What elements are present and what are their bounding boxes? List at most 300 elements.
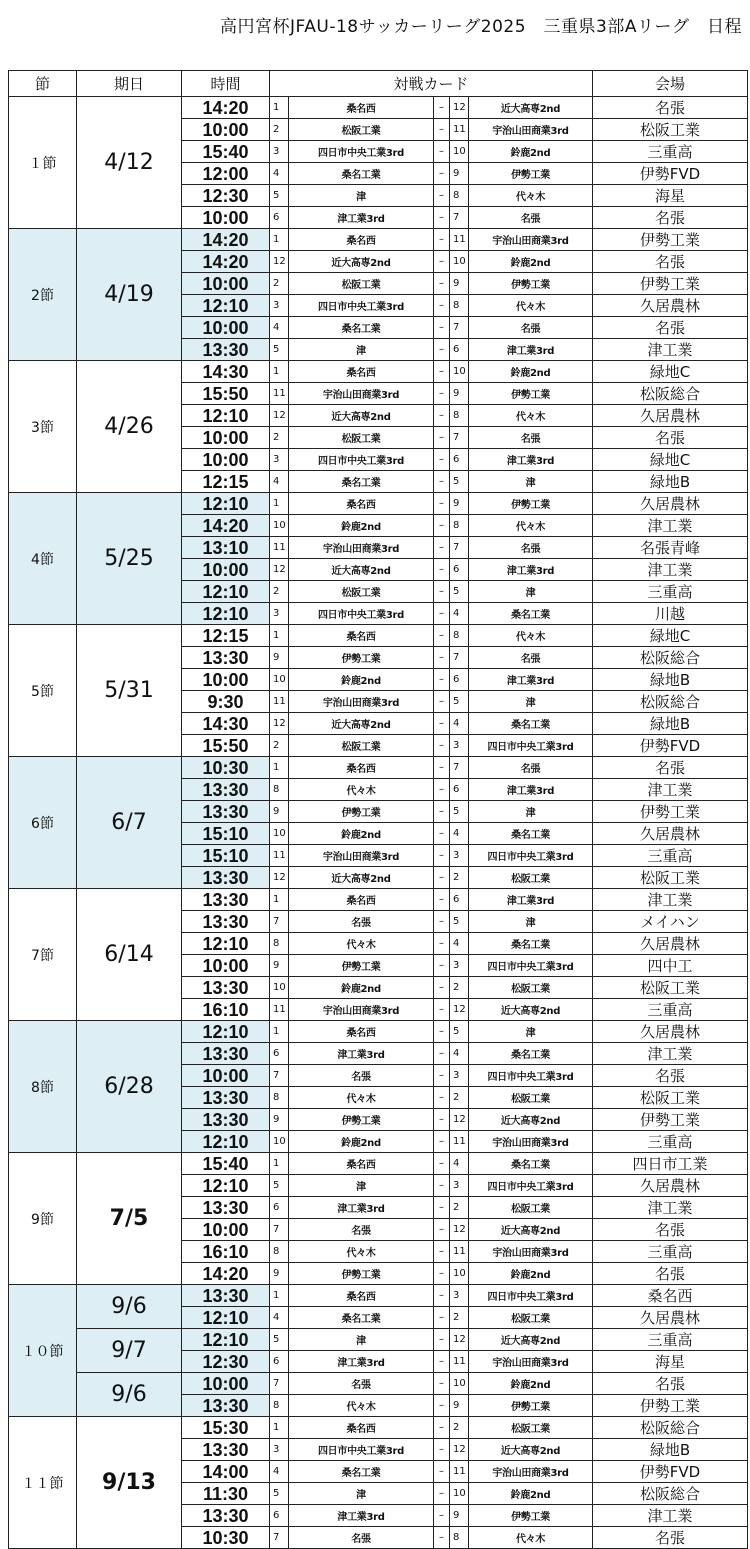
venue: 伊勢FVD xyxy=(593,735,748,757)
away-team-number: 6 xyxy=(450,889,469,911)
venue: 名張 xyxy=(593,1527,748,1549)
versus-dash: – xyxy=(434,229,450,251)
versus-dash: – xyxy=(434,955,450,977)
versus-dash: – xyxy=(434,449,450,471)
away-team-name: 代々木 xyxy=(469,625,593,647)
home-team-name: 松阪工業 xyxy=(289,581,434,603)
venue: 緑地B xyxy=(593,713,748,735)
away-team-number: 10 xyxy=(450,361,469,383)
away-team-name: 代々木 xyxy=(469,185,593,207)
venue: 名張 xyxy=(593,251,748,273)
away-team-number: 12 xyxy=(450,999,469,1021)
kickoff-time: 10:30 xyxy=(182,1527,270,1549)
kickoff-time: 15:50 xyxy=(182,383,270,405)
away-team-number: 8 xyxy=(450,405,469,427)
away-team-number: 6 xyxy=(450,779,469,801)
away-team-name: 松阪工業 xyxy=(469,1417,593,1439)
match-row xyxy=(9,1417,748,1439)
versus-dash: – xyxy=(434,1285,450,1307)
match-row xyxy=(9,97,748,119)
home-team-name: 桑名工業 xyxy=(289,1461,434,1483)
round-group xyxy=(9,1285,748,1417)
round-group xyxy=(9,757,748,889)
versus-dash: – xyxy=(434,185,450,207)
home-team-name: 宇治山田商業3rd xyxy=(289,537,434,559)
away-team-number: 11 xyxy=(450,1461,469,1483)
away-team-number: 4 xyxy=(450,603,469,625)
kickoff-time: 15:10 xyxy=(182,845,270,867)
round-group xyxy=(9,97,748,229)
away-team-name: 宇治山田商業3rd xyxy=(469,1131,593,1153)
away-team-name: 松阪工業 xyxy=(469,1307,593,1329)
home-team-name: 津工業3rd xyxy=(289,207,434,229)
venue: 松阪総合 xyxy=(593,1417,748,1439)
venue: 松阪総合 xyxy=(593,1483,748,1505)
home-team-name: 桑名西 xyxy=(289,97,434,119)
versus-dash: – xyxy=(434,383,450,405)
home-team-number: 11 xyxy=(270,845,289,867)
away-team-number: 5 xyxy=(450,801,469,823)
round-label: 5節 xyxy=(9,625,77,757)
versus-dash: – xyxy=(434,1021,450,1043)
home-team-name: 伊勢工業 xyxy=(289,1263,434,1285)
venue: 津工業 xyxy=(593,889,748,911)
home-team-name: 桑名西 xyxy=(289,1417,434,1439)
away-team-name: 松阪工業 xyxy=(469,1087,593,1109)
kickoff-time: 13:30 xyxy=(182,1395,270,1417)
home-team-number: 4 xyxy=(270,1307,289,1329)
round-group xyxy=(9,1021,748,1153)
round-label: 8節 xyxy=(9,1021,77,1153)
home-team-number: 9 xyxy=(270,1263,289,1285)
table-header xyxy=(9,71,748,97)
kickoff-time: 10:00 xyxy=(182,559,270,581)
home-team-name: 桑名工業 xyxy=(289,471,434,493)
away-team-name: 津 xyxy=(469,581,593,603)
away-team-name: 伊勢工業 xyxy=(469,383,593,405)
kickoff-time: 13:30 xyxy=(182,1087,270,1109)
away-team-name: 近大高専2nd xyxy=(469,1439,593,1461)
kickoff-time: 10:00 xyxy=(182,1219,270,1241)
venue: 松阪工業 xyxy=(593,977,748,999)
versus-dash: – xyxy=(434,757,450,779)
away-team-name: 近大高専2nd xyxy=(469,97,593,119)
kickoff-time: 14:20 xyxy=(182,515,270,537)
venue: 名張青峰 xyxy=(593,537,748,559)
home-team-name: 桑名工業 xyxy=(289,317,434,339)
kickoff-time: 14:00 xyxy=(182,1461,270,1483)
match-date: 5/31 xyxy=(77,625,182,757)
home-team-name: 近大高専2nd xyxy=(289,559,434,581)
kickoff-time: 13:30 xyxy=(182,339,270,361)
away-team-name: 四日市中央工業3rd xyxy=(469,955,593,977)
venue: 松阪総合 xyxy=(593,691,748,713)
round-label: 3節 xyxy=(9,361,77,493)
home-team-number: 1 xyxy=(270,97,289,119)
away-team-name: 名張 xyxy=(469,757,593,779)
kickoff-time: 12:10 xyxy=(182,493,270,515)
venue: 久居農林 xyxy=(593,1175,748,1197)
away-team-number: 3 xyxy=(450,735,469,757)
home-team-number: 1 xyxy=(270,625,289,647)
round-label: 4節 xyxy=(9,493,77,625)
away-team-name: 桑名工業 xyxy=(469,933,593,955)
away-team-number: 7 xyxy=(450,207,469,229)
kickoff-time: 12:00 xyxy=(182,163,270,185)
away-team-name: 鈴鹿2nd xyxy=(469,1263,593,1285)
kickoff-time: 14:30 xyxy=(182,713,270,735)
home-team-name: 名張 xyxy=(289,911,434,933)
venue: 緑地B xyxy=(593,1439,748,1461)
kickoff-time: 13:30 xyxy=(182,977,270,999)
home-team-name: 近大高専2nd xyxy=(289,251,434,273)
match-date: 4/19 xyxy=(77,229,182,361)
home-team-number: 12 xyxy=(270,559,289,581)
away-team-number: 11 xyxy=(450,1241,469,1263)
round-group xyxy=(9,1153,748,1285)
venue: 三重高 xyxy=(593,999,748,1021)
kickoff-time: 13:30 xyxy=(182,911,270,933)
away-team-number: 7 xyxy=(450,537,469,559)
match-date: 4/12 xyxy=(77,97,182,229)
venue: 伊勢FVD xyxy=(593,163,748,185)
kickoff-time: 12:10 xyxy=(182,603,270,625)
home-team-name: 名張 xyxy=(289,1219,434,1241)
home-team-number: 1 xyxy=(270,493,289,515)
venue: 四日市工業 xyxy=(593,1153,748,1175)
kickoff-time: 12:15 xyxy=(182,625,270,647)
away-team-number: 5 xyxy=(450,911,469,933)
home-team-number: 2 xyxy=(270,119,289,141)
home-team-name: 津 xyxy=(289,1175,434,1197)
home-team-number: 6 xyxy=(270,207,289,229)
home-team-name: 四日市中央工業3rd xyxy=(289,1439,434,1461)
home-team-name: 桑名西 xyxy=(289,1021,434,1043)
match-date: 9/7 xyxy=(77,1329,182,1373)
round-label: 2節 xyxy=(9,229,77,361)
home-team-number: 1 xyxy=(270,1021,289,1043)
versus-dash: – xyxy=(434,1175,450,1197)
away-team-number: 3 xyxy=(450,845,469,867)
kickoff-time: 12:10 xyxy=(182,1307,270,1329)
away-team-number: 10 xyxy=(450,1263,469,1285)
home-team-number: 12 xyxy=(270,251,289,273)
away-team-number: 2 xyxy=(450,1197,469,1219)
away-team-name: 松阪工業 xyxy=(469,977,593,999)
away-team-number: 11 xyxy=(450,1131,469,1153)
away-team-name: 伊勢工業 xyxy=(469,163,593,185)
versus-dash: – xyxy=(434,273,450,295)
venue: 三重高 xyxy=(593,141,748,163)
venue: 久居農林 xyxy=(593,295,748,317)
match-date: 9/13 xyxy=(77,1417,182,1549)
kickoff-time: 12:10 xyxy=(182,933,270,955)
versus-dash: – xyxy=(434,1527,450,1549)
header-time: 時間 xyxy=(182,71,270,97)
home-team-number: 9 xyxy=(270,647,289,669)
away-team-name: 宇治山田商業3rd xyxy=(469,1351,593,1373)
kickoff-time: 13:30 xyxy=(182,779,270,801)
round-label: １節 xyxy=(9,97,77,229)
venue: 名張 xyxy=(593,317,748,339)
home-team-number: 10 xyxy=(270,977,289,999)
away-team-name: 四日市中央工業3rd xyxy=(469,1175,593,1197)
venue: 伊勢FVD xyxy=(593,1461,748,1483)
versus-dash: – xyxy=(434,1043,450,1065)
venue: 久居農林 xyxy=(593,405,748,427)
away-team-name: 代々木 xyxy=(469,1527,593,1549)
venue: 名張 xyxy=(593,427,748,449)
match-row xyxy=(9,229,748,251)
away-team-number: 6 xyxy=(450,669,469,691)
away-team-number: 2 xyxy=(450,977,469,999)
home-team-number: 3 xyxy=(270,295,289,317)
versus-dash: – xyxy=(434,1461,450,1483)
venue: 松阪総合 xyxy=(593,383,748,405)
away-team-number: 12 xyxy=(450,1219,469,1241)
kickoff-time: 12:10 xyxy=(182,405,270,427)
away-team-name: 四日市中央工業3rd xyxy=(469,1285,593,1307)
match-row xyxy=(9,361,748,383)
kickoff-time: 15:40 xyxy=(182,141,270,163)
away-team-number: 6 xyxy=(450,449,469,471)
versus-dash: – xyxy=(434,823,450,845)
away-team-name: 伊勢工業 xyxy=(469,1505,593,1527)
away-team-number: 9 xyxy=(450,163,469,185)
away-team-number: 7 xyxy=(450,647,469,669)
away-team-number: 9 xyxy=(450,493,469,515)
versus-dash: – xyxy=(434,867,450,889)
home-team-name: 桑名西 xyxy=(289,1285,434,1307)
home-team-number: 7 xyxy=(270,1373,289,1395)
away-team-name: 近大高専2nd xyxy=(469,1219,593,1241)
match-row xyxy=(9,889,748,911)
versus-dash: – xyxy=(434,647,450,669)
round-group xyxy=(9,361,748,493)
away-team-name: 伊勢工業 xyxy=(469,1395,593,1417)
away-team-number: 8 xyxy=(450,515,469,537)
home-team-name: 津 xyxy=(289,1329,434,1351)
venue: 緑地B xyxy=(593,471,748,493)
kickoff-time: 16:10 xyxy=(182,1241,270,1263)
away-team-number: 4 xyxy=(450,1043,469,1065)
versus-dash: – xyxy=(434,581,450,603)
home-team-number: 10 xyxy=(270,669,289,691)
versus-dash: – xyxy=(434,559,450,581)
away-team-number: 8 xyxy=(450,185,469,207)
venue: 伊勢工業 xyxy=(593,1395,748,1417)
versus-dash: – xyxy=(434,999,450,1021)
kickoff-time: 10:00 xyxy=(182,119,270,141)
home-team-number: 4 xyxy=(270,317,289,339)
home-team-name: 鈴鹿2nd xyxy=(289,977,434,999)
home-team-name: 津工業3rd xyxy=(289,1043,434,1065)
venue: 久居農林 xyxy=(593,823,748,845)
header-date: 期日 xyxy=(77,71,182,97)
kickoff-time: 10:00 xyxy=(182,207,270,229)
home-team-name: 代々木 xyxy=(289,1395,434,1417)
kickoff-time: 13:30 xyxy=(182,889,270,911)
away-team-name: 代々木 xyxy=(469,515,593,537)
home-team-number: 6 xyxy=(270,1043,289,1065)
away-team-name: 桑名工業 xyxy=(469,603,593,625)
match-date: 5/25 xyxy=(77,493,182,625)
away-team-number: 5 xyxy=(450,691,469,713)
away-team-name: 鈴鹿2nd xyxy=(469,1483,593,1505)
home-team-number: 6 xyxy=(270,1351,289,1373)
venue: 久居農林 xyxy=(593,493,748,515)
kickoff-time: 12:30 xyxy=(182,1351,270,1373)
away-team-name: 名張 xyxy=(469,537,593,559)
venue: メイハン xyxy=(593,911,748,933)
away-team-number: 10 xyxy=(450,251,469,273)
away-team-name: 四日市中央工業3rd xyxy=(469,1065,593,1087)
home-team-number: 11 xyxy=(270,537,289,559)
versus-dash: – xyxy=(434,669,450,691)
versus-dash: – xyxy=(434,1263,450,1285)
home-team-name: 桑名工業 xyxy=(289,163,434,185)
away-team-name: 近大高専2nd xyxy=(469,999,593,1021)
away-team-name: 近大高専2nd xyxy=(469,1329,593,1351)
kickoff-time: 12:10 xyxy=(182,1329,270,1351)
home-team-number: 10 xyxy=(270,515,289,537)
home-team-number: 5 xyxy=(270,185,289,207)
away-team-number: 10 xyxy=(450,1483,469,1505)
away-team-number: 11 xyxy=(450,119,469,141)
venue: 名張 xyxy=(593,1065,748,1087)
venue: 三重高 xyxy=(593,1241,748,1263)
home-team-number: 9 xyxy=(270,1109,289,1131)
kickoff-time: 13:10 xyxy=(182,537,270,559)
kickoff-time: 14:20 xyxy=(182,97,270,119)
versus-dash: – xyxy=(434,713,450,735)
kickoff-time: 10:00 xyxy=(182,317,270,339)
away-team-number: 8 xyxy=(450,295,469,317)
venue: 伊勢工業 xyxy=(593,273,748,295)
away-team-name: 代々木 xyxy=(469,405,593,427)
home-team-number: 1 xyxy=(270,889,289,911)
match-row xyxy=(9,1285,748,1307)
versus-dash: – xyxy=(434,1131,450,1153)
kickoff-time: 12:10 xyxy=(182,1175,270,1197)
match-date: 6/28 xyxy=(77,1021,182,1153)
match-row xyxy=(9,1021,748,1043)
venue: 津工業 xyxy=(593,1043,748,1065)
home-team-number: 1 xyxy=(270,229,289,251)
away-team-number: 8 xyxy=(450,1527,469,1549)
kickoff-time: 13:30 xyxy=(182,1109,270,1131)
kickoff-time: 12:10 xyxy=(182,1021,270,1043)
away-team-name: 名張 xyxy=(469,647,593,669)
home-team-name: 名張 xyxy=(289,1065,434,1087)
kickoff-time: 10:00 xyxy=(182,669,270,691)
match-row xyxy=(9,757,748,779)
home-team-name: 桑名西 xyxy=(289,493,434,515)
venue: 伊勢工業 xyxy=(593,229,748,251)
match-date: 9/6 xyxy=(77,1373,182,1417)
home-team-number: 8 xyxy=(270,1241,289,1263)
home-team-name: 桑名西 xyxy=(289,757,434,779)
versus-dash: – xyxy=(434,1351,450,1373)
home-team-number: 12 xyxy=(270,405,289,427)
away-team-number: 6 xyxy=(450,339,469,361)
home-team-number: 7 xyxy=(270,1527,289,1549)
home-team-name: 名張 xyxy=(289,1527,434,1549)
versus-dash: – xyxy=(434,251,450,273)
away-team-name: 桑名工業 xyxy=(469,713,593,735)
home-team-name: 桑名西 xyxy=(289,361,434,383)
home-team-number: 5 xyxy=(270,339,289,361)
home-team-name: 四日市中央工業3rd xyxy=(289,295,434,317)
versus-dash: – xyxy=(434,1483,450,1505)
away-team-name: 津 xyxy=(469,1021,593,1043)
home-team-number: 10 xyxy=(270,1131,289,1153)
kickoff-time: 12:10 xyxy=(182,1131,270,1153)
versus-dash: – xyxy=(434,1065,450,1087)
kickoff-time: 16:10 xyxy=(182,999,270,1021)
away-team-number: 4 xyxy=(450,823,469,845)
kickoff-time: 10:00 xyxy=(182,955,270,977)
venue: 緑地C xyxy=(593,361,748,383)
kickoff-time: 14:20 xyxy=(182,251,270,273)
versus-dash: – xyxy=(434,427,450,449)
versus-dash: – xyxy=(434,911,450,933)
kickoff-time: 10:00 xyxy=(182,1065,270,1087)
kickoff-time: 13:30 xyxy=(182,801,270,823)
away-team-name: 鈴鹿2nd xyxy=(469,1373,593,1395)
kickoff-time: 13:30 xyxy=(182,647,270,669)
match-date: 4/26 xyxy=(77,361,182,493)
venue: 久居農林 xyxy=(593,1307,748,1329)
match-row xyxy=(9,493,748,515)
venue: 三重高 xyxy=(593,845,748,867)
venue: 海星 xyxy=(593,185,748,207)
home-team-number: 3 xyxy=(270,141,289,163)
round-group xyxy=(9,625,748,757)
versus-dash: – xyxy=(434,1219,450,1241)
away-team-name: 四日市中央工業3rd xyxy=(469,735,593,757)
kickoff-time: 13:30 xyxy=(182,1197,270,1219)
versus-dash: – xyxy=(434,845,450,867)
away-team-number: 12 xyxy=(450,1109,469,1131)
away-team-name: 桑名工業 xyxy=(469,1153,593,1175)
home-team-number: 6 xyxy=(270,1197,289,1219)
away-team-number: 2 xyxy=(450,1087,469,1109)
versus-dash: – xyxy=(434,295,450,317)
versus-dash: – xyxy=(434,317,450,339)
home-team-number: 4 xyxy=(270,163,289,185)
home-team-name: 四日市中央工業3rd xyxy=(289,603,434,625)
home-team-name: 伊勢工業 xyxy=(289,955,434,977)
away-team-number: 9 xyxy=(450,1505,469,1527)
kickoff-time: 14:30 xyxy=(182,361,270,383)
away-team-name: 津工業3rd xyxy=(469,559,593,581)
kickoff-time: 15:30 xyxy=(182,1417,270,1439)
kickoff-time: 13:30 xyxy=(182,1439,270,1461)
kickoff-time: 12:15 xyxy=(182,471,270,493)
away-team-number: 12 xyxy=(450,1439,469,1461)
venue: 三重高 xyxy=(593,581,748,603)
versus-dash: – xyxy=(434,779,450,801)
versus-dash: – xyxy=(434,1087,450,1109)
venue: 津工業 xyxy=(593,779,748,801)
versus-dash: – xyxy=(434,1307,450,1329)
versus-dash: – xyxy=(434,1329,450,1351)
header-matchup: 対戦カード xyxy=(270,71,593,97)
home-team-number: 8 xyxy=(270,1395,289,1417)
versus-dash: – xyxy=(434,163,450,185)
header-venue: 会場 xyxy=(593,71,748,97)
